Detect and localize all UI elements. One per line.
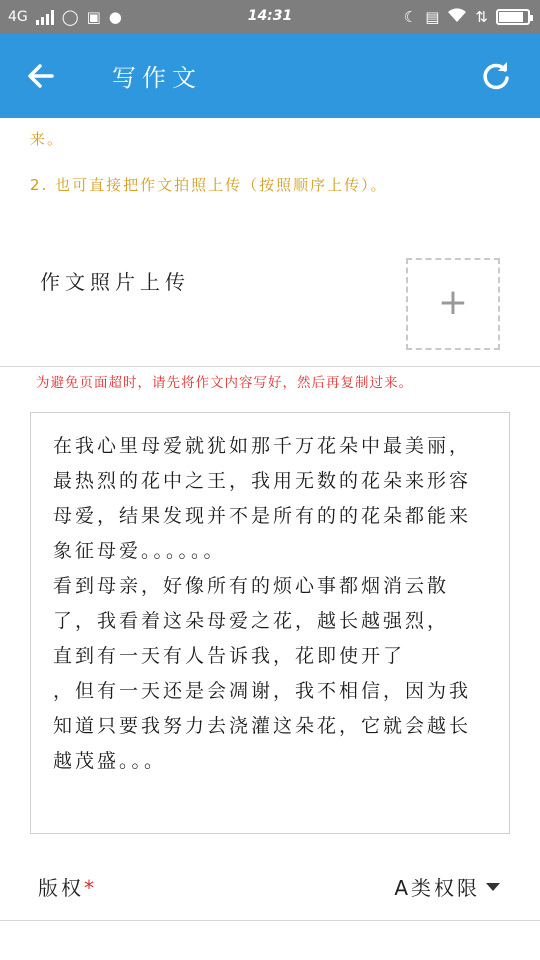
plus-icon: + <box>437 282 469 323</box>
back-arrow-icon[interactable] <box>22 56 62 96</box>
refresh-icon[interactable] <box>476 56 516 96</box>
copyright-label <box>38 872 97 901</box>
chat-icon: ● <box>108 8 122 26</box>
vibrate-icon: ▤ <box>425 8 440 26</box>
essay-content: 在我心里母爱就犹如那千万花朵中最美丽，最热烈的花中之王，我用无数的花朵来形容母爱，结果发现并不是所有的的花朵都能来象征母爱。。。。。。 看到母亲，好像所有的烦心事都烟消云散了，我看着这朵母爱之花，越长越强烈， 直到有一天有人告诉我，花即使开了 ，但有一天还是会凋谢，我不相信，因为我知道只要我努力去浇灌这朵花，它就会越长越茂盛。。。 <box>53 435 472 772</box>
copyright-selected-value: A类权限 <box>394 876 480 900</box>
timeout-warning: 为避免页面超时，请先将作文内容写好，然后再复制过来。 <box>36 375 413 391</box>
app-bar <box>0 34 540 118</box>
photo-upload-label: 作文照片上传 <box>40 270 190 294</box>
wifi-icon <box>447 7 467 27</box>
gallery-icon: ▣ <box>86 8 101 26</box>
qq-icon: ◯ <box>61 8 79 26</box>
hint-line-1: 来。 <box>30 130 65 148</box>
chevron-down-icon <box>486 883 500 891</box>
status-bar <box>0 0 540 34</box>
essay-textarea[interactable] <box>30 412 510 834</box>
status-time: 14:31 <box>247 8 293 24</box>
network-type: 4G <box>8 9 28 25</box>
divider <box>0 920 540 921</box>
page-title: 写作文 <box>112 64 202 92</box>
mobile-data-icon: ⇅ <box>475 8 488 26</box>
hint-line-2: 2. 也可直接把作文拍照上传（按照顺序上传）。 <box>30 176 388 194</box>
copyright-select[interactable] <box>394 872 500 901</box>
divider <box>0 366 540 367</box>
copyright-label-text: 版权 <box>38 876 84 900</box>
moon-icon: ☾ <box>403 8 418 26</box>
battery-icon <box>496 9 530 25</box>
required-mark: * <box>84 876 97 900</box>
photo-upload-button[interactable] <box>406 258 500 350</box>
